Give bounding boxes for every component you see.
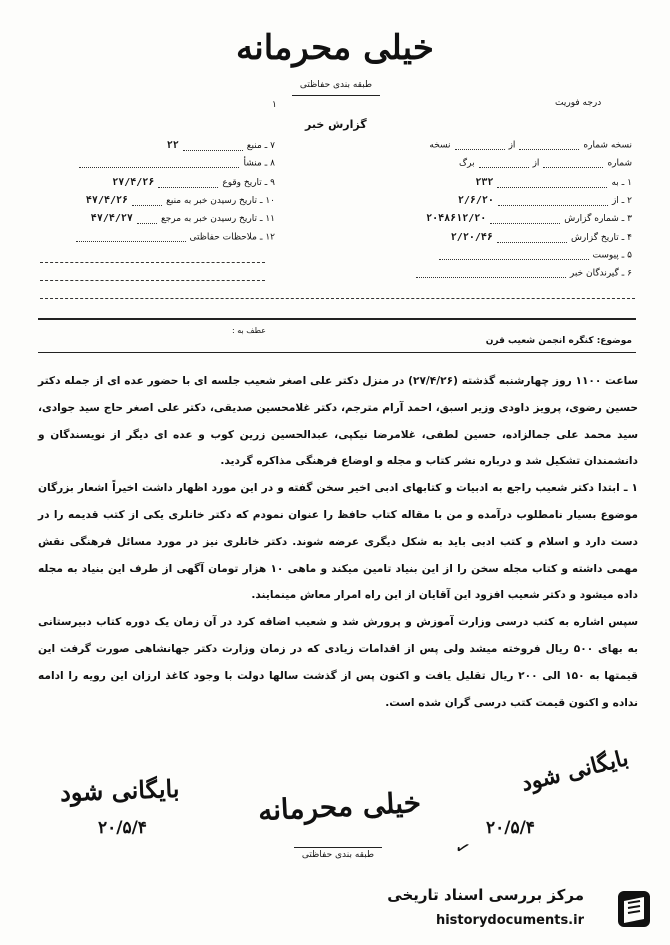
field-from: ۲ ـ از۲/۶/۲۰ — [457, 195, 632, 206]
body-paragraph: سپس اشاره به کتب درسی وزارت آموزش و پرورش شد و شعیب اضافه کرد در آن زمان یک دوره کتاب دبیرستانی به بهای ۵۰۰ ریال فروخته میشد ولی پس از اقدامات زیادی که در زمان وزارت دکتر جهانشاهی صورت گرفت این قیمتها به ۱۵۰ الی ۲۰۰ ریال تقلیل یافت و اکنون پس از گذشت سالها دولت با وجود کاغذ ارزان این رویه را ادامه نداده و اکنون قیمت کتب درسی گران شده است. — [38, 616, 639, 709]
report-title: گزارش خبر — [305, 118, 367, 131]
divider — [292, 95, 380, 96]
handwritten-archive-note-right: بایگانی شود — [518, 745, 632, 797]
classification-stamp-bottom: خیلی محرمانه — [257, 785, 422, 828]
blank-line — [40, 298, 635, 299]
divider — [294, 847, 382, 848]
page-number: ۱ — [272, 100, 277, 110]
check-mark-icon: ✓ — [451, 836, 474, 861]
field-copy-number: نسخه شمارهازنسخه — [429, 140, 632, 151]
reference-label: عطف به : — [232, 326, 266, 335]
body-paragraph: ۱ ـ ابتدا دکتر شعیب راجع به ادبیات و کتابهای ادبی اخیر سخن گفته و در این مورد اظهار داشت اخیراً اشعار بزرگان موضوع بسیار نامطلوب درآمده و من با مقاله کتاب حافظ را عنوان نمودم که دکتر خانلری یکی از کتب قدیمه را در دست دارد و اسلام و کتب ادبی باید به شکل دیگری عرضه شوند. دکتر خانلری نیز در مورد مسائل فرهنگی نقش مهمی داشته و کتاب مجله سخن را از این بنیاد تامین میکند و ماهی ۱۰ هزار تومان آگهی از طرف این بنیاد به مجله داده میشود و دکتر شعیب افزود این آقایان از این راه امرار معاش مینمایند. — [38, 482, 638, 602]
blank-line — [40, 280, 265, 281]
body-paragraph: ساعت ۱۱۰۰ روز چهارشنبه گذشته (۲۷/۴/۲۶) در منزل دکتر علی اصغر شعیب جلسه ای با حضور عده ای از جمله دکتر حسین رضوی، پرویز داودی وزیر اسبق، احمد آرام مترجم، دکتر غلامحسین صدیقی، دکتر علی اصغر حاج سید جوادی، سید محمد علی جمالزاده، حسین لطفی، غلامرضا نیکپی، عبدالحسین زرین کوب و عده ای دیگر از نویسندگان و دانشمندان تشکیل شد و درباره نشر کتاب و مجله و اوضاع فرهنگی مذاکره گردید. — [38, 375, 638, 468]
field-occurrence-date: ۹ ـ تاریخ وقوع۲۷/۴/۲۶ — [112, 177, 275, 188]
section-divider — [38, 318, 636, 320]
blank-line — [40, 262, 265, 263]
bottom-protection-label: طبقه بندی حفاظتی — [301, 850, 375, 860]
field-authority-receipt-date: ۱۱ ـ تاریخ رسیدن خبر به مرجع۴۷/۴/۲۷ — [90, 213, 275, 224]
field-recipients: ۶ ـ گیرندگان خبر — [412, 268, 632, 279]
watermark-url: historydocuments.ir — [435, 913, 584, 928]
protection-class-label: طبقه بندی حفاظتی — [299, 80, 373, 90]
field-report-number: ۳ ـ شماره گزارش۲۰۴۸۶۱۲/۲۰ — [426, 213, 632, 224]
field-report-date: ۴ ـ تاریخ گزارش۲/۲۰/۴۶ — [450, 232, 632, 243]
report-body — [38, 368, 638, 716]
field-source-receipt-date: ۱۰ ـ تاریخ رسیدن خبر به منبع۴۷/۴/۲۶ — [85, 195, 275, 206]
field-attachment: ۵ ـ پیوست — [435, 250, 632, 261]
field-to: ۱ ـ به۲۳۲ — [475, 177, 632, 188]
subject-line: موضوع: کنگره انجمن شعیب قرن — [485, 336, 632, 346]
watermark-title: مرکز بررسی اسناد تاریخی — [387, 886, 584, 904]
archive-logo-icon — [616, 889, 652, 929]
classification-stamp-top: خیلی محرمانه — [236, 28, 434, 68]
handwritten-archive-note-left: بایگانی شود — [59, 773, 180, 808]
field-source: ۷ ـ منبع۲۲ — [166, 140, 275, 151]
field-sheet-number: شمارهازبرگ — [459, 158, 632, 169]
field-origin: ۸ ـ منشأ — [75, 158, 275, 169]
field-protection-notes: ۱۲ ـ ملاحظات حفاظتی — [72, 232, 275, 243]
urgency-label: درجه فوریت — [555, 98, 602, 108]
handwritten-date-right: ۲۰/۵/۴ — [486, 818, 535, 838]
subject-divider — [38, 352, 636, 353]
handwritten-date-left: ۲۰/۵/۴ — [98, 818, 147, 838]
